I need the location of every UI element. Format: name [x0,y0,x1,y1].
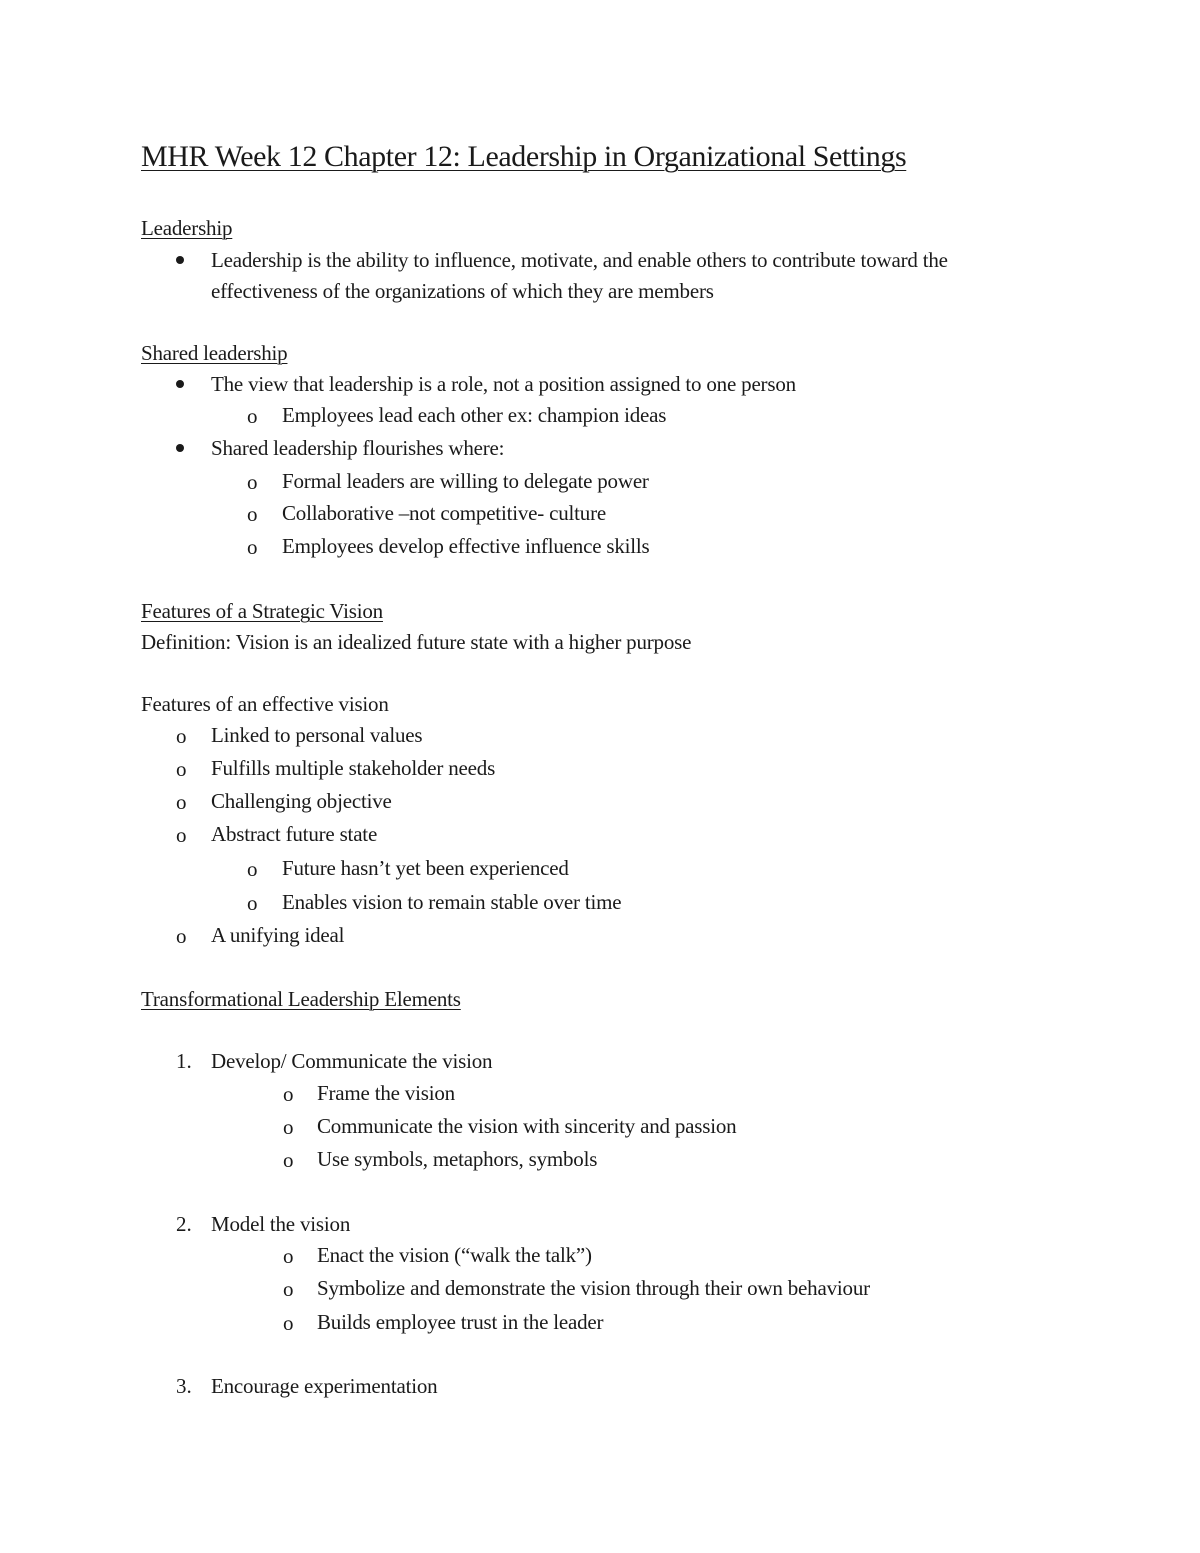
bullet-circle-icon: o [176,823,187,847]
bullet-circle-icon: o [176,790,187,814]
step-1-sub-1: Frame the vision [317,1081,455,1105]
bullet-dot-icon [176,380,184,388]
step-2-sub-1: Enact the vision (“walk the talk”) [317,1243,592,1267]
bullet-circle-icon: o [247,857,258,881]
bullet-circle-icon: o [176,757,187,781]
bullet-circle-icon: o [247,502,258,526]
bullet-dot-icon [176,256,184,264]
step-1-sub-2: Communicate the vision with sincerity and passion [317,1114,737,1138]
step-3-number: 3. [176,1374,192,1398]
shared-bullet-2-sub-1: Formal leaders are willing to delegate power [282,469,649,493]
bullet-circle-icon: o [283,1115,294,1139]
vision-feature-4-sub-1: Future hasn’t yet been experienced [282,856,569,880]
shared-bullet-2-sub-3: Employees develop effective influence skills [282,534,650,558]
vision-feature-3: Challenging objective [211,789,392,813]
transformational-heading: Transformational Leadership Elements [141,987,461,1011]
vision-feature-1: Linked to personal values [211,723,423,747]
bullet-circle-icon: o [283,1082,294,1106]
vision-feature-5: A unifying ideal [211,923,345,947]
leadership-definition-line2: effectiveness of the organizations of which they are members [211,279,714,303]
bullet-dot-icon [176,444,184,452]
shared-bullet-1-sub-1: Employees lead each other ex: champion ideas [282,403,667,427]
bullet-circle-icon: o [247,535,258,559]
bullet-circle-icon: o [283,1244,294,1268]
shared-bullet-2: Shared leadership flourishes where: [211,436,505,460]
step-3: Encourage experimentation [211,1374,438,1398]
step-1: Develop/ Communicate the vision [211,1049,493,1073]
strategic-vision-heading: Features of a Strategic Vision [141,599,383,623]
step-2-sub-2: Symbolize and demonstrate the vision through their own behaviour [317,1276,870,1300]
bullet-circle-icon: o [283,1148,294,1172]
bullet-circle-icon: o [247,891,258,915]
vision-definition: Definition: Vision is an idealized future state with a higher purpose [141,630,692,654]
leadership-definition-line1: Leadership is the ability to influence, motivate, and enable others to contribute toward the [211,248,948,272]
effective-vision-heading: Features of an effective vision [141,692,389,716]
bullet-circle-icon: o [247,404,258,428]
step-2-sub-3: Builds employee trust in the leader [317,1310,604,1334]
step-1-sub-3: Use symbols, metaphors, symbols [317,1147,598,1171]
bullet-circle-icon: o [283,1277,294,1301]
shared-bullet-2-sub-2: Collaborative –not competitive- culture [282,501,607,525]
vision-feature-2: Fulfills multiple stakeholder needs [211,756,496,780]
shared-bullet-1: The view that leadership is a role, not a position assigned to one person [211,372,796,396]
leadership-heading: Leadership [141,216,233,240]
step-1-number: 1. [176,1049,192,1073]
vision-feature-4-sub-2: Enables vision to remain stable over time [282,890,622,914]
bullet-circle-icon: o [283,1311,294,1335]
vision-feature-4: Abstract future state [211,822,378,846]
shared-leadership-heading: Shared leadership [141,341,288,365]
bullet-circle-icon: o [176,724,187,748]
page-title: MHR Week 12 Chapter 12: Leadership in Organizational Settings [141,140,907,173]
bullet-circle-icon: o [176,924,187,948]
step-2-number: 2. [176,1212,192,1236]
step-2: Model the vision [211,1212,351,1236]
bullet-circle-icon: o [247,470,258,494]
